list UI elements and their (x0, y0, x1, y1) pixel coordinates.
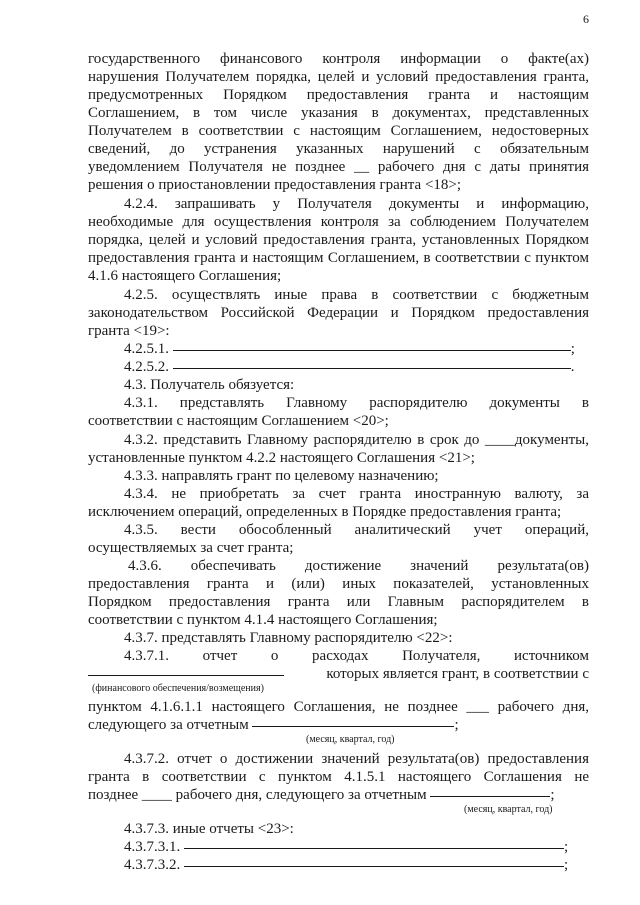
text-line: 4.3.4. не приобретать за счет гранта иностранную валюту, за (124, 486, 589, 502)
text-line: гранта в соответствии с пунктом 4.1.5.1 настоящего Соглашения не (88, 769, 589, 785)
blank-field (252, 726, 454, 727)
text-line: 4.3.2. представить Главному распорядителю в срок до ____документы, (124, 432, 589, 448)
blank-field (430, 796, 550, 797)
text-line: уведомлением Получателя не позднее __ рабочего дня с даты принятия (88, 159, 589, 175)
blank-field (173, 350, 571, 351)
text-line: пунктом 4.1.6.1.1 настоящего Соглашения, не позднее ___ рабочего дня, (88, 699, 589, 715)
text-line: государственного финансового контроля информации о факте(ах) (88, 51, 589, 67)
text-line: Получателем в соответствии с настоящим Соглашением, недостоверных (88, 123, 589, 139)
line-end: . (570, 359, 575, 375)
fill-line-period (88, 716, 459, 734)
blank-field (184, 848, 564, 849)
line-end: ; (550, 787, 555, 803)
text-line: 4.3.1. представлять Главному распорядителю документы в (124, 395, 589, 411)
blank-field (88, 675, 284, 676)
text-line: 4.2.4. запрашивать у Получателя документы и информацию, (124, 196, 589, 212)
text-line: Порядком предоставления гранта или Главным распорядителем в (88, 594, 589, 610)
item-number: 4.3.7.3.2. (124, 857, 181, 873)
line-end: ; (570, 341, 575, 357)
fill-line-period (88, 786, 555, 804)
line-end: ; (564, 839, 569, 855)
text-line: порядка, целей и условий предоставления гранта, установленных Порядком (88, 232, 589, 248)
text-line: осуществляемых за счет гранта; (88, 540, 294, 556)
text-line: 4.3.3. направлять грант по целевому назначению; (124, 468, 439, 484)
text-line: предусмотренных Порядком предоставления гранта и настоящим (88, 87, 589, 103)
text-line: 4.3.7.3. иные отчеты <23>: (124, 821, 294, 837)
text-line: Соглашением, в том числе указания в документах, представленных (88, 105, 589, 121)
text-line: гранта <19>: (88, 323, 170, 339)
blank-field (173, 368, 571, 369)
fill-line-4-3-7-3-2 (124, 856, 568, 874)
section-heading: 4.3. Получатель обязуется: (124, 377, 295, 393)
text-line: сведений, до устранения указанных нарушений с обязательным (88, 141, 589, 157)
text-line: установленные пунктом 4.2.2 настоящего Соглашения <21>; (88, 450, 475, 466)
fill-line-funding (88, 665, 589, 683)
text-line: 4.3.7. представлять Главному распорядителю <22>: (124, 630, 453, 646)
item-number: 4.2.5.1. (124, 341, 169, 357)
text-line: решения о приостановлении предоставления гранта <18>; (88, 177, 462, 193)
page-number: 6 (583, 12, 589, 26)
text-line: законодательством Российской Федерации и Порядком предоставления (88, 305, 589, 321)
text-line: исключением операций, определенных в Порядке предоставления гранта; (88, 504, 562, 520)
fill-line-4-2-5-1 (124, 340, 575, 358)
field-caption: (месяц, квартал, год) (306, 734, 395, 745)
line-end: ; (564, 857, 569, 873)
field-caption: (финансового обеспечения/возмещения) (92, 683, 264, 694)
text-line: 4.1.6 настоящего Соглашения; (88, 268, 282, 284)
text-line: следующего за отчетным (88, 717, 249, 733)
text-line: позднее ____ рабочего дня, следующего за отчетным (88, 787, 427, 803)
item-number: 4.3.7.3.1. (124, 839, 181, 855)
fill-line-4-2-5-2 (124, 358, 575, 376)
item-number: 4.2.5.2. (124, 359, 169, 375)
text-line: предоставления гранта и (или) иных показателей, установленных (88, 576, 589, 592)
fill-line-4-3-7-3-1 (124, 838, 568, 856)
blank-field (184, 866, 564, 867)
text-line: соответствии с пунктом 4.1.4 настоящего Соглашения; (88, 612, 438, 628)
text-line: 4.2.5. осуществлять иные права в соответствии с бюджетным (124, 287, 589, 303)
line-end: ; (454, 717, 459, 733)
text-line: 4.3.7.1. отчет о расходах Получателя, источником (124, 648, 589, 664)
text-line: необходимые для осуществления контроля за соблюдением Получателем (88, 214, 589, 230)
text-line: соответствии с настоящим Соглашением <20>; (88, 413, 389, 429)
text-line: нарушения Получателем порядка, целей и условий предоставления гранта, (88, 69, 589, 85)
text-line: 4.3.5. вести обособленный аналитический учет операций, (124, 522, 589, 538)
field-caption: (месяц, квартал, год) (464, 804, 553, 815)
text-line: предоставления гранта и настоящим Соглашением, в соответствии с пунктом (88, 250, 589, 266)
text-line: которых является грант, в соответствии с (326, 666, 589, 682)
text-line: 4.3.7.2. отчет о достижении значений результата(ов) предоставления (124, 751, 589, 767)
text-line: 4.3.6. обеспечивать достижение значений результата(ов) (128, 558, 589, 574)
